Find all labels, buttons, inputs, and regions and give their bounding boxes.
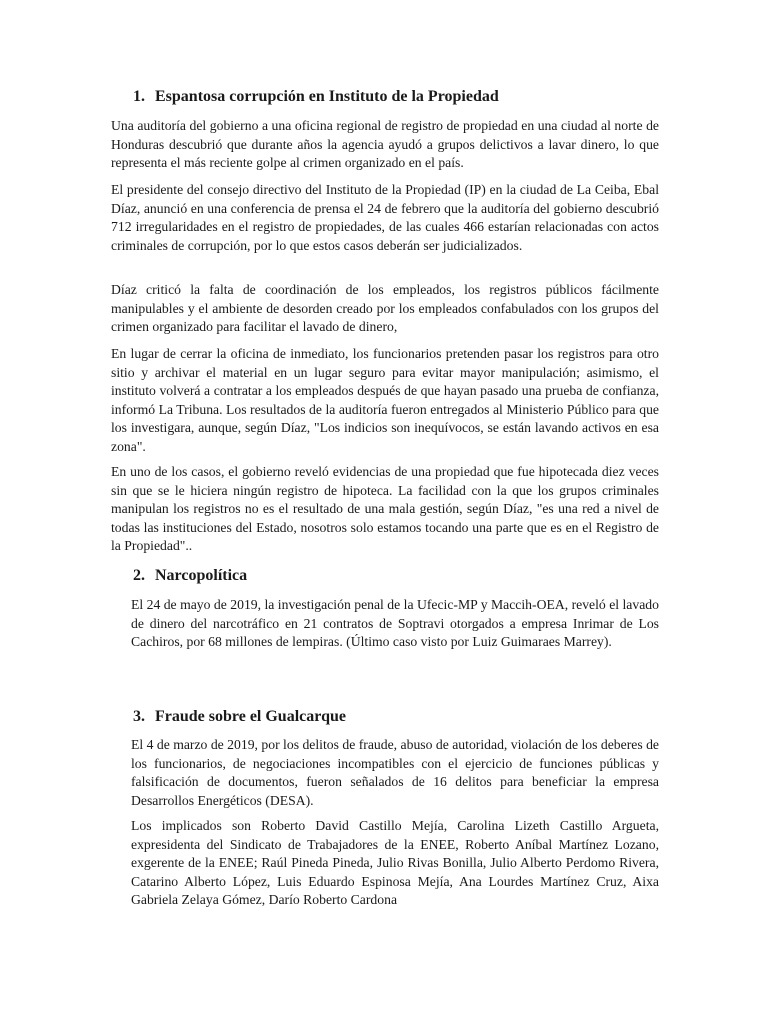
section-1-paragraph-5: En uno de los casos, el gobierno reveló evidencias de una propiedad que fue hipotecada diez veces sin que se le hiciera ningún registro de hipoteca. La facilidad con la que los grupos criminales manipulan los registros no es el resultado de una mala gestión, según Díaz, "es una red a nivel de todas las instituciones del Estado, nosotros solo estamos tocando una parte que es en el Registro de la Propiedad".. (111, 464, 659, 554)
section-3-number: 3. (133, 708, 145, 725)
section-3-paragraph-2: Los implicados son Roberto David Castillo Mejía, Carolina Lizeth Castillo Argueta, expresidenta del Sindicato de Trabajadores de la ENEE, Roberto Aníbal Martínez Lozano, exgerente de la ENEE; Raúl Pineda Pineda, Julio Rivas Bonilla, Julio Alberto Perdomo Rivera, Catarino Alberto López, Luis Eduardo Espinosa Mejía, Ana Lourdes Martínez Cruz, Aixa Gabriela Zelaya Gómez, Darío Roberto Cardona (131, 818, 659, 908)
section-3-title: Fraude sobre el Gualcarque (155, 708, 346, 725)
section-1-paragraph-1: Una auditoría del gobierno a una oficina regional de registro de propiedad en una ciudad al norte de Honduras descubrió que durante años la agencia ayudó a grupos delictivos a lavar dinero, lo que representa el más reciente golpe al crimen organizado en el país. (111, 118, 659, 171)
section-1-paragraph-4: En lugar de cerrar la oficina de inmediato, los funcionarios pretenden pasar los registros para otro sitio y archivar el material en un lugar seguro para evitar mayor manipulación; asimismo, el instituto volverá a contratar a los empleados después de que hayan pasado una prueba de confianza, informó La Tribuna. Los resultados de la auditoría fueron entregados al Ministerio Público para que los investigara, aunque, según Díaz, "Los indicios son inequívocos, se están lavando activos en esa zona". (111, 346, 659, 454)
section-3-paragraph-1: El 4 de marzo de 2019, por los delitos de fraude, abuso de autoridad, violación de los deberes de los funcionarios, de negociaciones incompatibles con el ejercicio de funciones públicas y falsificación de documentos, fueron señalados de 16 delitos para beneficiar la empresa Desarrollos Energéticos (DESA). (131, 737, 659, 808)
section-1-paragraph-3: Díaz criticó la falta de coordinación de los empleados, los registros públicos fácilmente manipulables y el ambiente de desorden creado por los empleados confabulados con los grupos del crimen organizado para facilitar el lavado de dinero, (111, 282, 659, 335)
section-2-paragraph-1: El 24 de mayo de 2019, la investigación penal de la Ufecic-MP y Maccih-OEA, reveló el lavado de dinero del narcotráfico en 21 contratos de Soptravi otorgados a empresa Inrimar de Los Cachiros, por 68 millones de lempiras. (Último caso visto por Luiz Guimaraes Marrey). (131, 597, 659, 650)
section-2-number: 2. (133, 567, 145, 584)
section-1-paragraph-2: El presidente del consejo directivo del Instituto de la Propiedad (IP) en la ciudad de La Ceiba, Ebal Díaz, anunció en una conferencia de prensa el 24 de febrero que la auditoría del gobierno descubrió 712 irregularidades en el registro de propiedades, de las cuales 466 estarían relacionadas con actos criminales de corrupción, por lo que estos casos deberán ser judicializados. (111, 182, 659, 253)
section-2-title: Narcopolítica (155, 567, 248, 584)
section-3-heading (133, 706, 346, 728)
section-1-heading (133, 86, 499, 108)
section-1-number: 1. (133, 88, 145, 105)
section-1-title: Espantosa corrupción en Instituto de la Propiedad (155, 88, 499, 105)
section-2-heading (133, 565, 247, 587)
